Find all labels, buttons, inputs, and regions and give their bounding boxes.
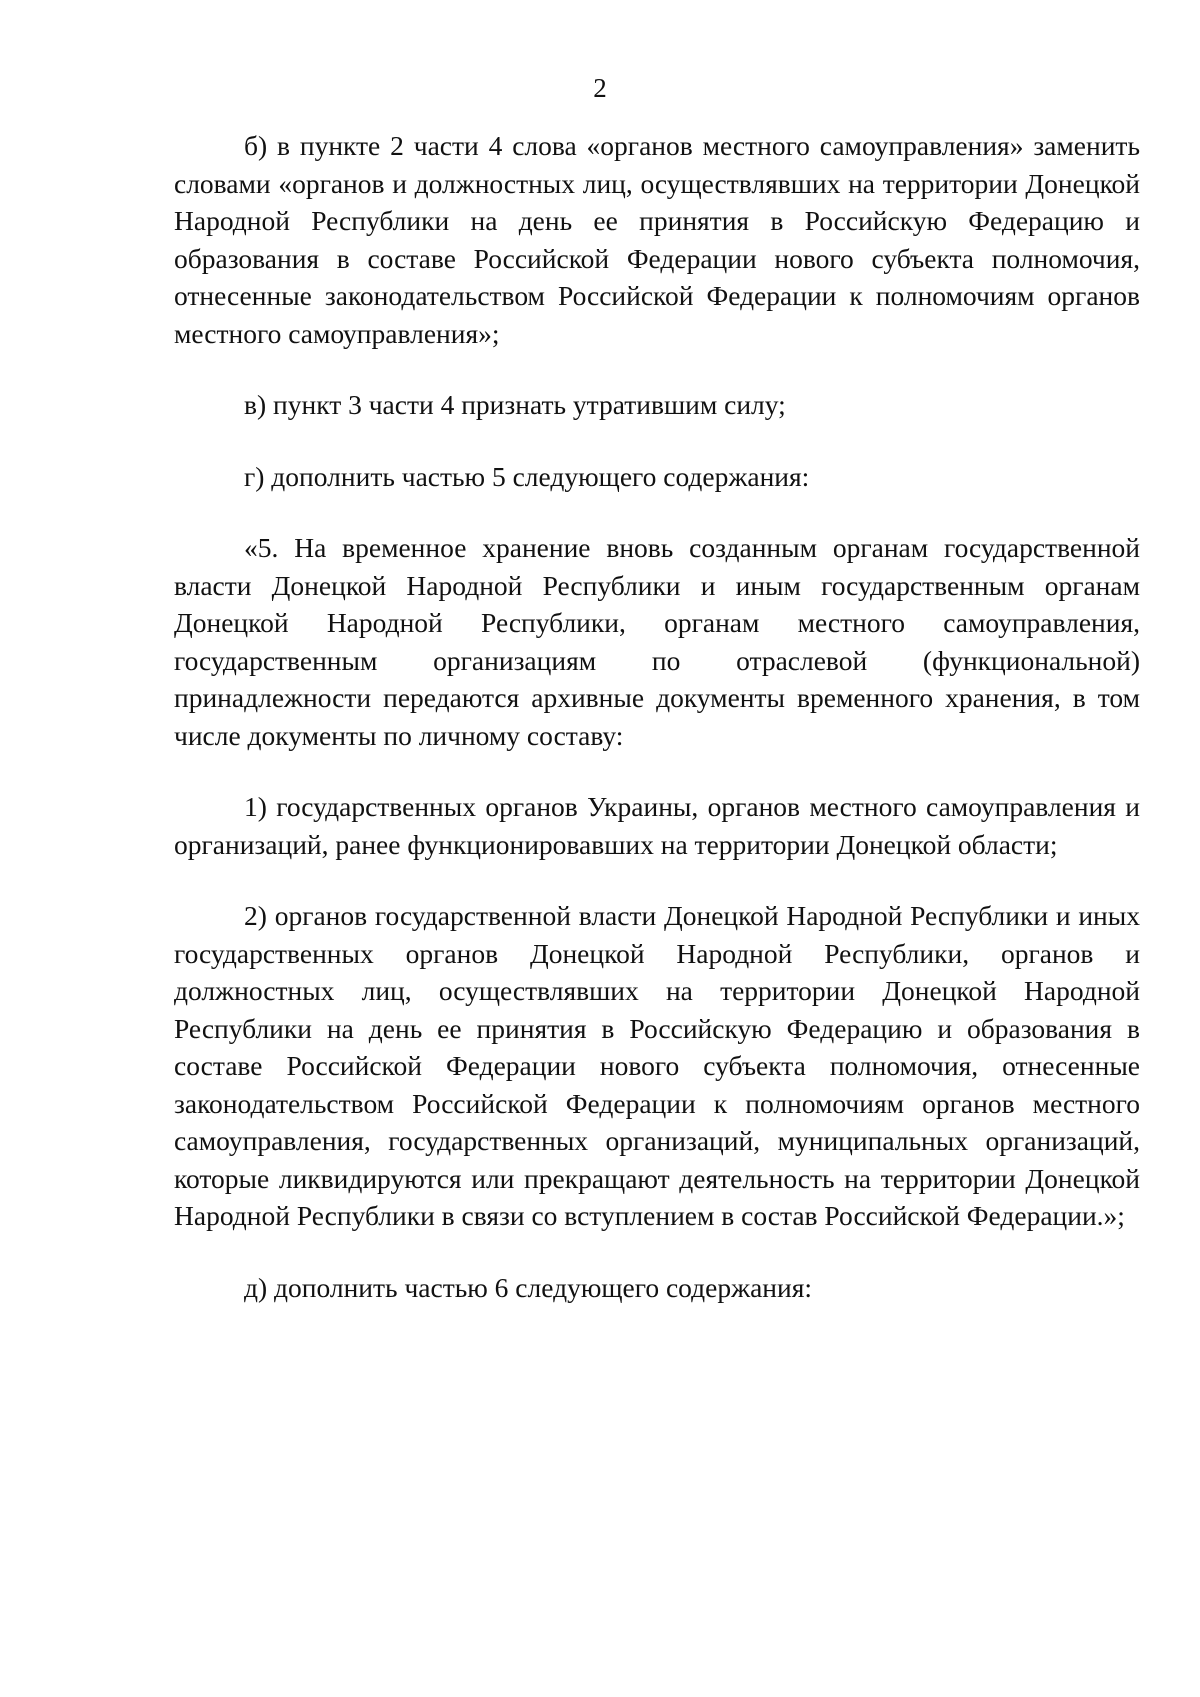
paragraph-v: в) пункт 3 части 4 признать утратившим силу; [244,389,786,420]
paragraph-g: г) дополнить частью 5 следующего содержания: [244,460,810,492]
paragraph-item-2: 2) органов государственной власти Донецкой Народной Республики и иных государственных органов Донецкой Народной Республики, органов и должностных лиц, осуществлявших на территории Донецкой Народной Республики на день ее принятия в Российскую Федерацию и образования в составе Российской Федерации нового субъекта полномочия, отнесенные законодательством Российской Федерации к полномочиям органов местного самоуправления, государственных организаций, муниципальных организаций, которые ликвидируются или прекращают деятельность на территории Донецкой Народной Республики в связи со вступлением в состав Российской Федерации.»; [174,900,1140,1231]
paragraph-item-1: 1) государственных органов Украины, органов местного самоуправления и организаций, ранее функционировавших на территории Донецкой области; [174,791,1140,860]
paragraph-d: д) дополнить частью 6 следующего содержания: [244,1271,813,1303]
document-body [174,127,1140,1306]
page-number: 2 [593,73,607,103]
paragraph-part-5: «5. На временное хранение вновь созданным органам государственной власти Донецкой Народной Республики и иным государственным органам Донецкой Народной Республики, органам местного самоуправления, государственным организациям по отраслевой (функциональной) принадлежности передаются архивные документы временного хранения, в том числе документы по личному составу: [174,532,1140,751]
paragraph-b: б) в пункте 2 части 4 слова «органов местного самоуправления» заменить словами «органов и должностных лиц, осуществлявших на территории Донецкой Народной Республики на день ее принятия в Российскую Федерацию и образования в составе Российской Федерации нового субъекта полномочия, отнесенные законодательством Российской Федерации к полномочиям органов местного самоуправления»; [174,130,1140,349]
